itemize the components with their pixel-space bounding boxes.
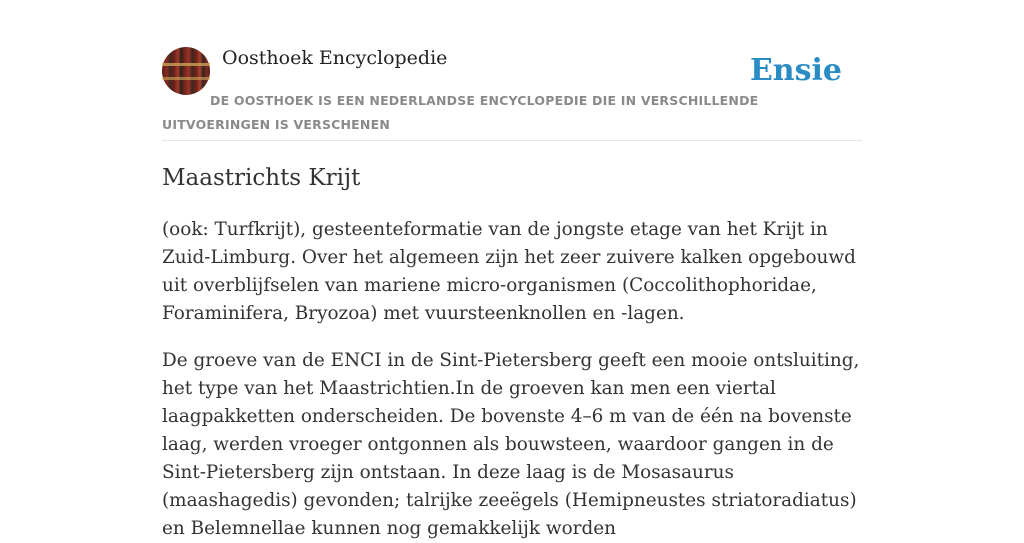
article-paragraph-2: De groeve van de ENCI in de Sint-Pietersberg geeft een mooie ontsluiting, het type van het Maastrichtien.In de groeven kan men een viertal laagpakketten onderscheiden. De bovenste 4–6 m van de één na bovenste laag, werden vroeger ontgonnen als bouwsteen, waardoor gangen in de Sint-Pietersberg zijn ontstaan. In deze laag is de Mosasaurus (maashagedis) gevonden; talrijke zeeëgels (Hemipneustes striatoradiatus) en Belemnellae kunnen nog gemakkelijk worden (162, 350, 860, 539)
encyclopedia-books-avatar[interactable] (162, 47, 210, 95)
article-paragraph-1: (ook: Turfkrijt), gesteenteformatie van de jongste etage van het Krijt in Zuid-Limburg. Over het algemeen zijn het zeer zuivere kalken opgebouwd uit overblijfselen van mariene micro-organismen (Coccolithophoridae, Foraminifera, Bryozoa) met vuursteenknollen en -lagen. (162, 219, 856, 324)
article (162, 160, 867, 543)
site-tagline: DE OOSTHOEK IS EEN NEDERLANDSE ENCYCLOPEDIE DIE IN VERSCHILLENDE UITVOERINGEN IS VERSCHENEN (162, 93, 759, 132)
site-header (162, 46, 862, 141)
ensie-logo[interactable]: Ensie (749, 53, 842, 88)
article-title: Maastrichts Krijt (162, 165, 361, 191)
site-name-link[interactable]: Oosthoek Encyclopedie (222, 47, 448, 69)
